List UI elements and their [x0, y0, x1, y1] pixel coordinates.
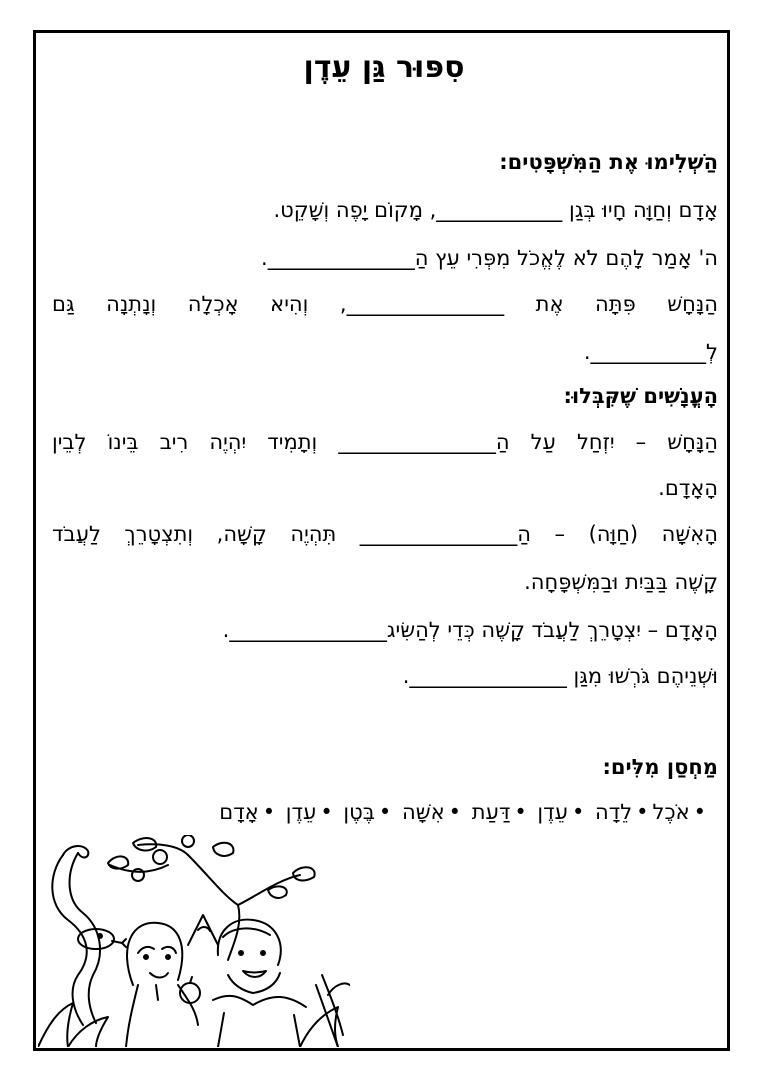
garden-of-eden-illustration	[38, 835, 350, 1047]
bullet-icon: •	[378, 800, 392, 824]
punishment-line-1: הַנָּחָשׁ – יִזְחַל עַל הַ_______________ וְתָמִיד יִהְיֶה רִיב בֵּינוֹ לְבֵין	[52, 430, 718, 454]
sentence-line-4: לְ___________.	[583, 340, 718, 364]
word-bank-item: אָדָם	[219, 800, 259, 824]
sentence-line-1: אָדָם וְחַוָּה חָיוּ בְּגַן ____________, מָקוֹם יָפֶה וְשָׁקֵט.	[273, 198, 718, 222]
bullet-icon: •	[636, 800, 649, 824]
sentence-line-3: הַנָּחָשׁ פִּתָּה אֶת _______________, וְהִיא אָכְלָה וְנָתְנָה גַּם	[52, 292, 718, 316]
bullet-icon: •	[448, 800, 461, 824]
word-bank-item: לֵדָה	[595, 800, 633, 824]
word-bank-item: בֶּטֶן	[343, 800, 375, 824]
punishment-line-6: וּשְׁנֵיהֶם גֹּרְשׁוּ מִגַּן _______________.	[402, 664, 718, 688]
word-bank-item: עֵדֶן	[537, 800, 568, 824]
page-title: סִפּוּר גַּן עֵדֶן	[303, 50, 465, 85]
bullet-icon: •	[262, 800, 276, 824]
punishment-line-5: הָאָדָם – יִצְטָרֵךְ לַעֲבֹד קָשֶׁה כְּדֵי לְהַשִּׂיג_______________.	[222, 618, 718, 642]
word-bank-item: אִשָּׁה	[401, 800, 445, 824]
word-bank-list	[219, 800, 710, 824]
bullet-icon: •	[693, 800, 706, 824]
bullet-icon: •	[514, 800, 527, 824]
word-bank-heading: מַחְסַן מִלִּים:	[602, 755, 718, 779]
word-bank-item: אֹכֶל	[652, 800, 690, 824]
bullet-icon: •	[320, 800, 333, 824]
bullet-icon: •	[571, 800, 585, 824]
word-bank-item: עֵדֶן	[285, 800, 317, 824]
word-bank-item: דַּעַת	[471, 800, 511, 824]
sentence-line-2: ה' אָמַר לָהֶם לֹא לֶאֱכֹל מִפְּרִי עֵץ הַ______________.	[261, 246, 718, 270]
punishment-line-3: הָאִשָּׁה (חַוָּה) – הַ_______________ תִּהְיֶה קָשָׁה, וְתִצְטָרֵךְ לַעֲבֹד	[52, 522, 718, 546]
section-punishments-heading: הָעֳנָשִׁים שֶׁקִּבְּלוּ:	[563, 384, 718, 408]
punishment-line-2: הָאָדָם.	[658, 476, 718, 500]
punishment-line-4: קָשֶׁה בַּבַּיִת וּבַמִּשְׁפָּחָה.	[524, 570, 718, 594]
section-complete-heading: הַשְׁלִימוּ אֶת הַמִּשְׁפָּטִים:	[499, 150, 718, 174]
